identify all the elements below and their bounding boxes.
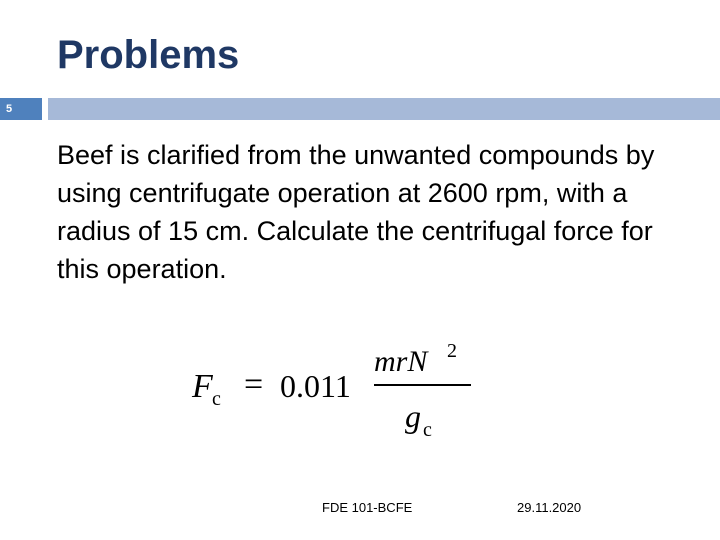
formula-numerator-power: 2 — [447, 340, 457, 362]
title-divider-bar — [48, 98, 720, 120]
formula-lhs-main: F — [192, 368, 213, 405]
footer-date: 29.11.2020 — [517, 500, 582, 515]
formula-denominator-main: g — [405, 398, 421, 434]
page-number-badge: 5 — [0, 98, 42, 120]
slide-title: Problems — [57, 33, 240, 77]
formula-numerator: mrN — [374, 345, 428, 378]
footer-course-code: FDE 101-BCFE — [322, 500, 413, 515]
formula-denominator-sub: c — [423, 419, 432, 441]
formula-coefficient: 0.011 — [280, 368, 351, 404]
formula-equals: = — [244, 366, 264, 403]
problem-statement: Beef is clarified from the unwanted compounds by using centrifugate operation at 2600 rpm, with a radius of 15 cm. Calculate the centrifugal force for this operation. — [57, 140, 655, 284]
centrifugal-force-formula — [190, 335, 480, 445]
formula-lhs-sub: c — [212, 388, 221, 410]
